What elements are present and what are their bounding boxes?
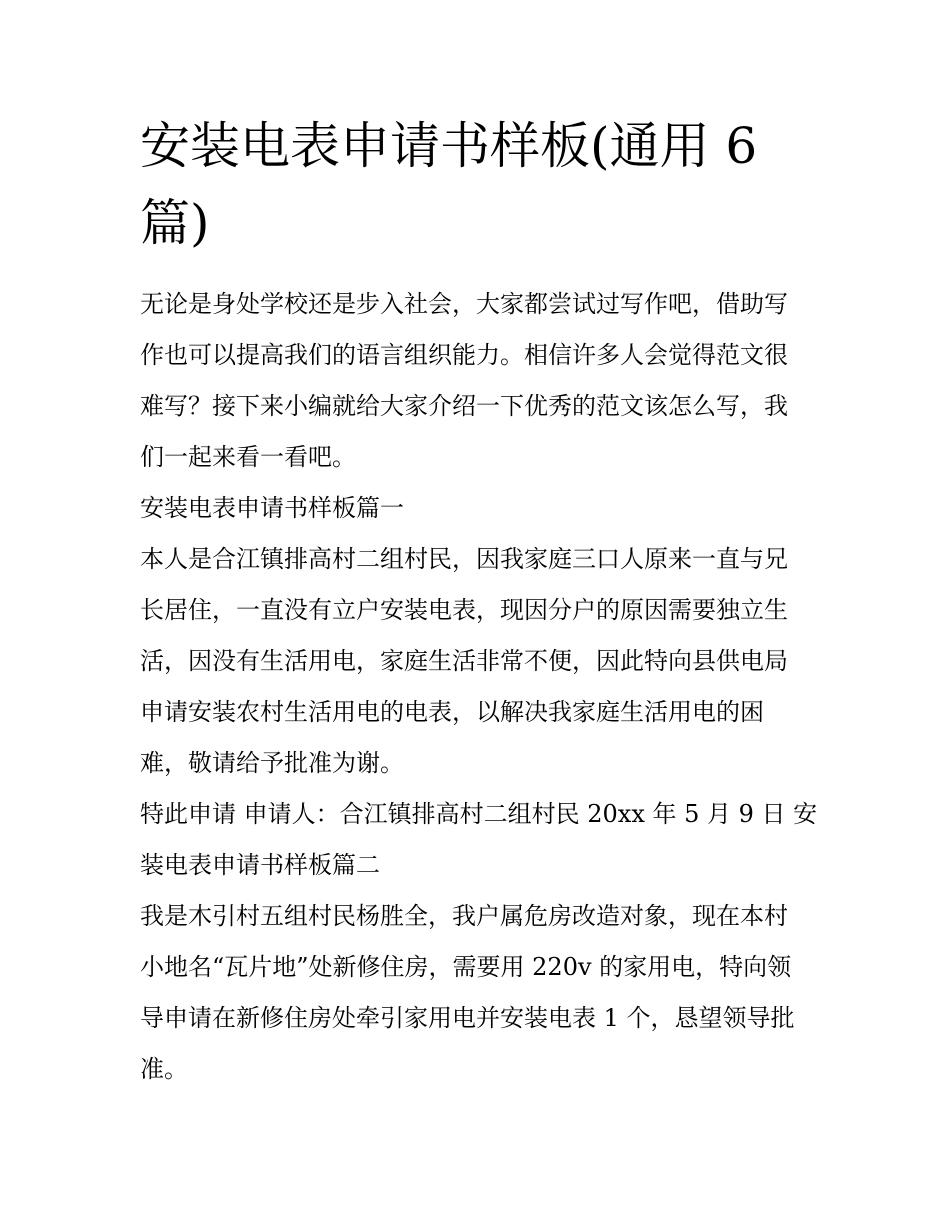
text-line: 小地名“瓦片地”处新修住房，需要用 220v 的家用电，特向领 [140,953,792,981]
sample-two-paragraph [140,891,812,1095]
document-body [140,279,818,1095]
text-line: 装电表申请书样板篇二 [140,851,380,879]
text-line: 活，因没有生活用电，家庭生活非常不便，因此特向县供电局 [140,647,788,675]
document-title [140,108,780,262]
sample-one-paragraph [140,534,812,789]
text-line: 准。 [140,1055,188,1083]
text-line: 特此申请 申请人：合江镇排高村二组村民 20xx 年 5 月 9 日 安 [140,800,818,828]
text-line: 导申请在新修住房处牵引家用电并安装电表 1 个，恳望领导批 [140,1004,795,1032]
text-line: 难写？接下来小编就给大家介绍一下优秀的范文该怎么写，我 [140,392,788,420]
section-heading-1 [140,483,812,534]
title-line: 篇) [140,194,210,252]
intro-paragraph [140,279,812,483]
text-line: 难，敬请给予批准为谢。 [140,749,404,777]
text-line: 申请安装农村生活用电的电表，以解决我家庭生活用电的困 [140,698,764,726]
text-line: 作也可以提高我们的语言组织能力。相信许多人会觉得范文很 [140,341,788,369]
text-line: 安装电表申请书样板篇一 [140,494,404,522]
title-line: 安装电表申请书样板(通用 6 [140,117,758,175]
text-line: 本人是合江镇排高村二组村民，因我家庭三口人原来一直与兄 [140,545,788,573]
text-line: 们一起来看一看吧。 [140,443,356,471]
signature-paragraph [140,789,818,891]
text-line: 我是木引村五组村民杨胜全，我户属危房改造对象，现在本村 [140,902,788,930]
text-line: 长居住，一直没有立户安装电表，现因分户的原因需要独立生 [140,596,788,624]
text-line: 无论是身处学校还是步入社会，大家都尝试过写作吧，借助写 [140,290,788,318]
